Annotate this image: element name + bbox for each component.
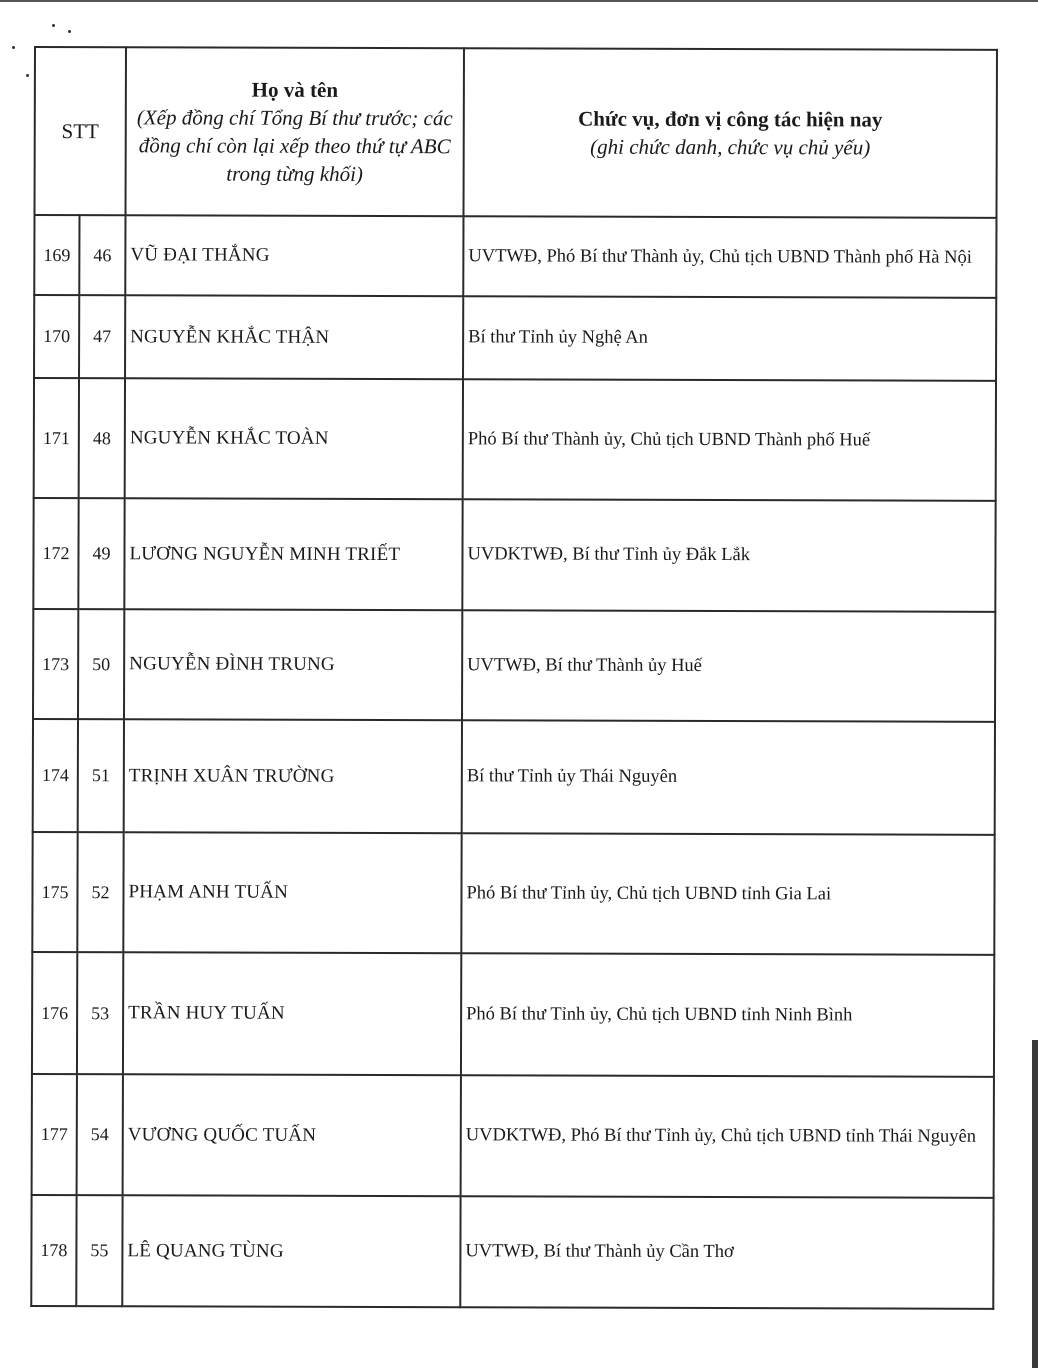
table-row (33, 498, 995, 612)
table-row (32, 832, 994, 955)
row-role: UVTWĐ, Phó Bí thư Thành ủy, Chủ tịch UBND Thành phố Hà Nội (463, 216, 996, 298)
scan-right-edge (1032, 1040, 1038, 1368)
scan-speck (26, 74, 29, 77)
row-stt: 169 (34, 215, 79, 295)
row-stt: 172 (33, 498, 78, 609)
header-name-title: Họ và tên (251, 77, 339, 102)
row-stt: 173 (33, 609, 78, 719)
table-row (34, 215, 996, 298)
header-name-note: (Xếp đồng chí Tổng Bí thư trước; các đồng chí còn lại xếp theo thứ tự ABC trong từng khối) (136, 105, 453, 186)
scan-speck (52, 24, 55, 27)
row-sub-number: 53 (77, 952, 123, 1074)
table-row (34, 295, 996, 381)
row-stt: 174 (33, 719, 78, 832)
row-name: TRỊNH XUÂN TRƯỜNG (124, 719, 462, 833)
row-role: Bí thư Tỉnh ủy Nghệ An (463, 296, 996, 381)
scan-speck (68, 30, 71, 33)
candidate-table (30, 46, 998, 1310)
row-sub-number: 54 (77, 1074, 123, 1195)
row-role: UVDKTWĐ, Phó Bí thư Tỉnh ủy, Chủ tịch UBND tỉnh Thái Nguyên (461, 1075, 994, 1198)
row-role: Phó Bí thư Tỉnh ủy, Chủ tịch UBND tỉnh Gia Lai (461, 833, 994, 955)
row-stt: 175 (32, 832, 77, 952)
row-name: LÊ QUANG TÙNG (122, 1195, 460, 1307)
row-stt: 177 (32, 1074, 77, 1195)
header-name (125, 47, 463, 216)
row-role: Bí thư Tỉnh ủy Thái Nguyên (462, 720, 995, 835)
row-name: NGUYỄN KHẮC TOÀN (125, 378, 463, 499)
row-sub-number: 50 (78, 609, 124, 719)
table-row (34, 378, 996, 501)
scan-speck (12, 46, 15, 49)
table-header-row (34, 47, 996, 218)
row-sub-number: 51 (78, 719, 124, 832)
row-name: NGUYỄN ĐÌNH TRUNG (124, 609, 462, 720)
table-row (33, 609, 995, 722)
row-role: UVTWĐ, Bí thư Thành ủy Cần Thơ (460, 1196, 993, 1309)
row-stt: 171 (34, 378, 79, 498)
row-name: LƯƠNG NGUYỄN MINH TRIẾT (124, 498, 462, 610)
row-role: Phó Bí thư Tỉnh ủy, Chủ tịch UBND tỉnh Ninh Bình (461, 953, 994, 1077)
row-role: UVTWĐ, Bí thư Thành ủy Huế (462, 610, 995, 722)
table-row (33, 719, 995, 835)
row-sub-number: 48 (79, 378, 125, 498)
row-name: VŨ ĐẠI THẮNG (125, 215, 463, 296)
row-sub-number: 49 (78, 498, 124, 609)
header-role (463, 48, 996, 218)
header-stt: STT (34, 47, 125, 215)
row-name: NGUYỄN KHẮC THẬN (125, 295, 463, 379)
row-sub-number: 46 (79, 215, 125, 295)
row-name: PHẠM ANH TUẤN (123, 832, 461, 953)
row-role: UVDKTWĐ, Bí thư Tỉnh ủy Đắk Lắk (462, 499, 995, 612)
row-name: TRẦN HUY TUẤN (123, 952, 461, 1075)
row-role: Phó Bí thư Thành ủy, Chủ tịch UBND Thành phố Huế (463, 379, 996, 501)
row-sub-number: 47 (79, 295, 125, 378)
row-stt: 176 (32, 952, 77, 1074)
table-row (32, 1074, 994, 1198)
header-role-title: Chức vụ, đơn vị công tác hiện nay (578, 106, 883, 132)
row-name: VƯƠNG QUỐC TUẤN (123, 1074, 461, 1196)
row-sub-number: 52 (77, 832, 123, 952)
table-row (31, 1195, 993, 1309)
row-stt: 178 (31, 1195, 76, 1306)
scan-top-border (0, 0, 1038, 2)
row-stt: 170 (34, 295, 79, 378)
table-row (32, 952, 994, 1077)
row-sub-number: 55 (76, 1195, 122, 1306)
header-role-note: (ghi chức danh, chức vụ chủ yếu) (590, 134, 871, 160)
